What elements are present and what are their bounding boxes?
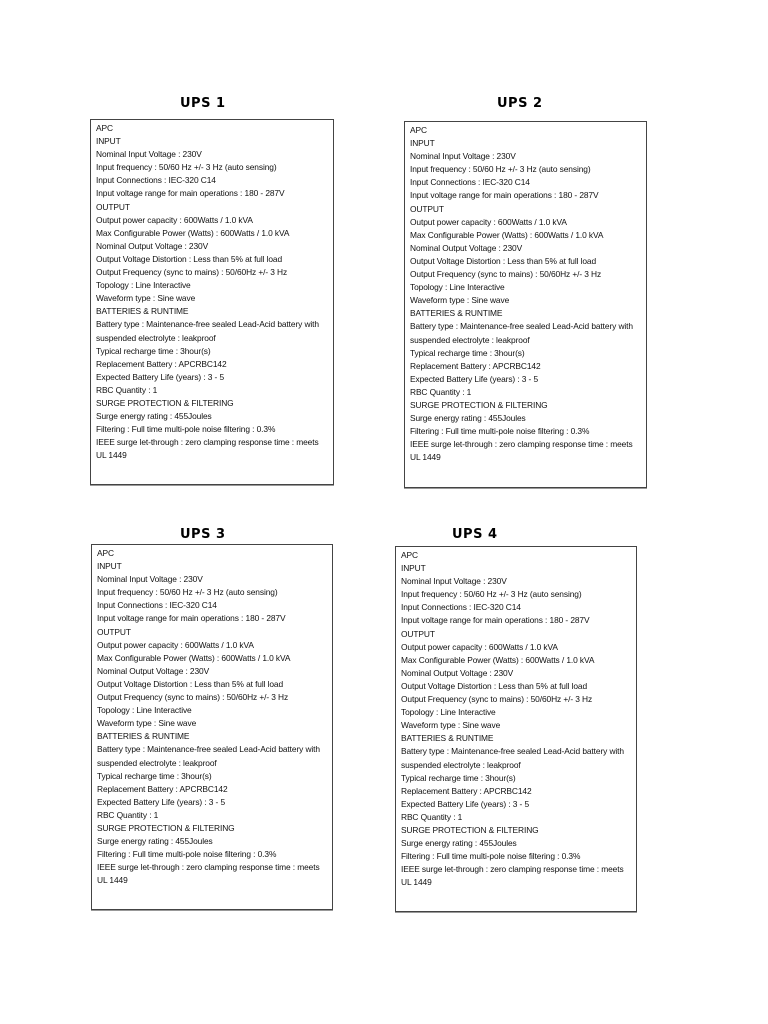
spec-line: RBC Quantity : 1 <box>401 811 463 822</box>
spec-line: Surge energy rating : 455Joules <box>97 836 213 847</box>
spec-line: Nominal Output Voltage : 230V <box>410 242 523 253</box>
spec-line: Typical recharge time : 3hour(s) <box>410 347 525 358</box>
spec-line: RBC Quantity : 1 <box>97 809 159 820</box>
spec-line: Input frequency : 50/60 Hz +/- 3 Hz (auto sensing) <box>97 587 278 598</box>
spec-line: Output power capacity : 600Watts / 1.0 kVA <box>96 214 253 225</box>
spec-line: Nominal Output Voltage : 230V <box>96 240 209 251</box>
spec-line: Input voltage range for main operations : 180 - 287V <box>401 615 590 626</box>
spec-section-heading: INPUT <box>96 136 121 147</box>
spec-line: Battery type : Maintenance-free sealed Lead-Acid battery with suspended electrolyte : leakproof <box>401 746 624 770</box>
spec-section-heading: INPUT <box>97 561 122 572</box>
spec-line: Nominal Input Voltage : 230V <box>97 574 203 585</box>
spec-line: Filtering : Full time multi-pole noise filtering : 0.3% <box>96 424 276 435</box>
spec-line: Input frequency : 50/60 Hz +/- 3 Hz (auto sensing) <box>401 589 582 600</box>
spec-line: Input Connections : IEC-320 C14 <box>410 177 530 188</box>
spec-section-heading: SURGE PROTECTION & FILTERING <box>97 822 235 833</box>
spec-section-heading: APC <box>97 548 114 558</box>
spec-line: Input voltage range for main operations : 180 - 287V <box>410 190 599 201</box>
ups-1-spec-sheet <box>90 119 334 485</box>
spec-line: Nominal Output Voltage : 230V <box>97 665 210 676</box>
spec-line: Output Frequency (sync to mains) : 50/60Hz +/- 3 Hz <box>401 694 593 705</box>
spec-line: Waveform type : Sine wave <box>410 295 510 306</box>
spec-line: Input Connections : IEC-320 C14 <box>401 602 521 613</box>
spec-section-heading: OUTPUT <box>97 626 131 637</box>
spec-line: Surge energy rating : 455Joules <box>401 838 517 849</box>
spec-line: Output power capacity : 600Watts / 1.0 kVA <box>97 639 254 650</box>
spec-line: Replacement Battery : APCRBC142 <box>401 785 532 796</box>
spec-line: RBC Quantity : 1 <box>410 386 472 397</box>
spec-line: Waveform type : Sine wave <box>97 718 197 729</box>
spec-line: Output power capacity : 600Watts / 1.0 kVA <box>401 641 558 652</box>
spec-line: Topology : Line Interactive <box>410 282 505 293</box>
spec-line: Surge energy rating : 455Joules <box>410 413 526 424</box>
spec-line: Input voltage range for main operations : 180 - 287V <box>96 188 285 199</box>
spec-line: Replacement Battery : APCRBC142 <box>97 783 228 794</box>
spec-section-heading: APC <box>401 550 418 560</box>
spec-section-heading: OUTPUT <box>410 203 444 214</box>
spec-line: Typical recharge time : 3hour(s) <box>97 770 212 781</box>
spec-line: Filtering : Full time multi-pole noise filtering : 0.3% <box>401 851 581 862</box>
spec-line: Waveform type : Sine wave <box>96 293 196 304</box>
ups-4-spec-sheet <box>395 546 637 912</box>
spec-section-heading: APC <box>410 125 427 135</box>
spec-section-heading: BATTERIES & RUNTIME <box>401 733 494 744</box>
spec-line: IEEE surge let-through : zero clamping response time : meets UL 1449 <box>96 437 319 461</box>
spec-section-heading: SURGE PROTECTION & FILTERING <box>96 397 234 408</box>
spec-line: RBC Quantity : 1 <box>96 384 158 395</box>
spec-line: Output Voltage Distortion : Less than 5% at full load <box>96 253 283 264</box>
spec-line: Topology : Line Interactive <box>97 705 192 716</box>
ups-1-title: UPS 1 <box>180 96 226 111</box>
spec-line: Filtering : Full time multi-pole noise filtering : 0.3% <box>410 426 590 437</box>
spec-line: Nominal Output Voltage : 230V <box>401 667 514 678</box>
spec-line: IEEE surge let-through : zero clamping response time : meets UL 1449 <box>410 439 633 463</box>
spec-section-heading: BATTERIES & RUNTIME <box>97 731 190 742</box>
spec-line: Typical recharge time : 3hour(s) <box>96 345 211 356</box>
spec-line: Typical recharge time : 3hour(s) <box>401 772 516 783</box>
spec-section-heading: APC <box>96 123 113 133</box>
spec-line: Surge energy rating : 455Joules <box>96 411 212 422</box>
spec-line: Output Frequency (sync to mains) : 50/60Hz +/- 3 Hz <box>410 269 602 280</box>
ups-3-title: UPS 3 <box>180 527 226 542</box>
ups-2-spec-sheet <box>404 121 647 488</box>
spec-line: Waveform type : Sine wave <box>401 720 501 731</box>
spec-line: Max Configurable Power (Watts) : 600Watts / 1.0 kVA <box>410 229 604 240</box>
spec-line: Nominal Input Voltage : 230V <box>401 576 507 587</box>
ups-3-spec-sheet <box>91 544 333 910</box>
spec-line: Input Connections : IEC-320 C14 <box>97 600 217 611</box>
spec-line: Input frequency : 50/60 Hz +/- 3 Hz (auto sensing) <box>96 162 277 173</box>
ups-4-title: UPS 4 <box>452 527 498 542</box>
spec-line: Max Configurable Power (Watts) : 600Watts / 1.0 kVA <box>96 227 290 238</box>
spec-section-heading: OUTPUT <box>96 201 130 212</box>
spec-line: Output Voltage Distortion : Less than 5% at full load <box>401 680 588 691</box>
spec-line: IEEE surge let-through : zero clamping response time : meets UL 1449 <box>97 862 320 886</box>
spec-section-heading: INPUT <box>410 138 435 149</box>
spec-section-heading: SURGE PROTECTION & FILTERING <box>410 399 548 410</box>
spec-line: Expected Battery Life (years) : 3 - 5 <box>401 798 530 809</box>
spec-section-heading: INPUT <box>401 563 426 574</box>
spec-line: Output Voltage Distortion : Less than 5% at full load <box>97 678 284 689</box>
spec-line: Battery type : Maintenance-free sealed Lead-Acid battery with suspended electrolyte : leakproof <box>410 321 633 345</box>
spec-line: Input frequency : 50/60 Hz +/- 3 Hz (auto sensing) <box>410 164 591 175</box>
spec-line: Expected Battery Life (years) : 3 - 5 <box>96 371 225 382</box>
spec-line: Battery type : Maintenance-free sealed Lead-Acid battery with suspended electrolyte : leakproof <box>96 319 319 343</box>
spec-line: Output Frequency (sync to mains) : 50/60Hz +/- 3 Hz <box>96 267 288 278</box>
spec-line: Input Connections : IEC-320 C14 <box>96 175 216 186</box>
spec-line: Topology : Line Interactive <box>96 280 191 291</box>
spec-section-heading: BATTERIES & RUNTIME <box>410 308 503 319</box>
spec-line: Battery type : Maintenance-free sealed Lead-Acid battery with suspended electrolyte : leakproof <box>97 744 320 768</box>
spec-section-heading: OUTPUT <box>401 628 435 639</box>
spec-line: Nominal Input Voltage : 230V <box>410 151 516 162</box>
spec-line: Output Frequency (sync to mains) : 50/60Hz +/- 3 Hz <box>97 692 289 703</box>
spec-section-heading: BATTERIES & RUNTIME <box>96 306 189 317</box>
spec-line: Expected Battery Life (years) : 3 - 5 <box>410 373 539 384</box>
spec-line: Output Voltage Distortion : Less than 5% at full load <box>410 255 597 266</box>
spec-line: Replacement Battery : APCRBC142 <box>410 360 541 371</box>
spec-line: Output power capacity : 600Watts / 1.0 kVA <box>410 216 567 227</box>
spec-line: Topology : Line Interactive <box>401 707 496 718</box>
spec-line: Max Configurable Power (Watts) : 600Watts / 1.0 kVA <box>401 654 595 665</box>
spec-section-heading: SURGE PROTECTION & FILTERING <box>401 824 539 835</box>
spec-line: Replacement Battery : APCRBC142 <box>96 358 227 369</box>
spec-line: Filtering : Full time multi-pole noise filtering : 0.3% <box>97 849 277 860</box>
spec-line: IEEE surge let-through : zero clamping response time : meets UL 1449 <box>401 864 624 888</box>
spec-line: Expected Battery Life (years) : 3 - 5 <box>97 796 226 807</box>
spec-line: Max Configurable Power (Watts) : 600Watts / 1.0 kVA <box>97 652 291 663</box>
ups-2-title: UPS 2 <box>497 96 543 111</box>
spec-line: Input voltage range for main operations : 180 - 287V <box>97 613 286 624</box>
spec-line: Nominal Input Voltage : 230V <box>96 149 202 160</box>
